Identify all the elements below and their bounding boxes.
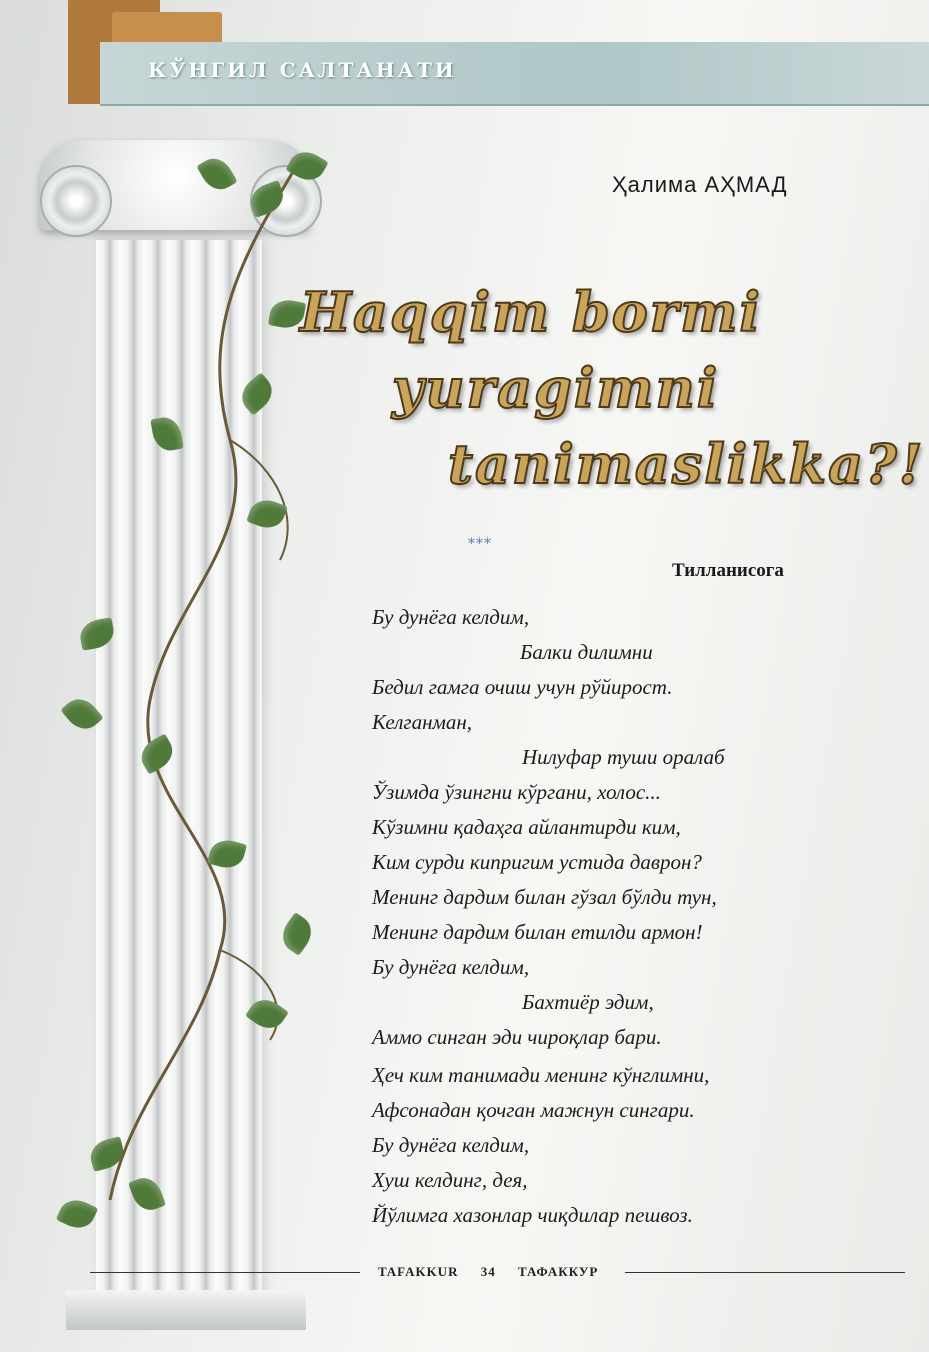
poem-line: Ўзимда ўзингни кўргани, холос... [372,780,661,804]
poem-line: Нилуфар туши оралаб [522,745,725,769]
poem-line: Ким сурди кипригим устида даврон? [372,850,702,874]
poem-line: Йўлимга хазонлар чиқдилар пешвоз. [372,1203,693,1227]
footer-journal-cyrillic: ТАФАККУР [517,1264,599,1279]
poem-line: Хуш келдинг, дея, [372,1168,528,1192]
poem-line: Бу дунёга келдим, [372,1133,530,1157]
footer-rule-right [625,1272,905,1273]
poem-line: Балки дилимни [520,640,653,664]
footer-journal-latin: TAFAKKUR [378,1264,459,1279]
footer [378,1264,616,1280]
poem-line: Менинг дардим билан гўзал бўлди тун, [372,885,717,909]
footer-rule-left [90,1272,360,1273]
poem-line: Менинг дардим билан етилди армон! [372,920,703,944]
poem-line: Бедил гамга очиш учун рўйирост. [372,675,673,699]
separator-stars: *** [468,536,492,552]
title-line-1: Haqqim bormi [300,280,762,344]
author-name: Ҳалима АҲМАД [612,172,788,197]
dedication: Тилланисога [672,560,784,581]
poem-line: Кўзимни қадаҳга айлантирди ким, [372,815,681,839]
poem-line: Афсонадан қочган мажнун сингари. [372,1098,695,1122]
poem-line: Бахтиёр эдим, [522,990,654,1014]
section-title: КЎНГИЛ САЛТАНАТИ [148,58,457,82]
poem-line: Келганман, [372,710,473,734]
title-line-2: yuragimni [392,356,720,420]
title-line-3: tanimaslikka?! [448,432,925,496]
poem-line: Аммо синган эди чироқлар бари. [372,1025,662,1049]
poem-line: Бу дунёга келдим, [372,605,530,629]
poem-line: Бу дунёга келдим, [372,955,530,979]
page-number: 34 [480,1264,496,1279]
poem-line: Ҳеч ким танимади менинг кўнглимни, [372,1063,710,1087]
